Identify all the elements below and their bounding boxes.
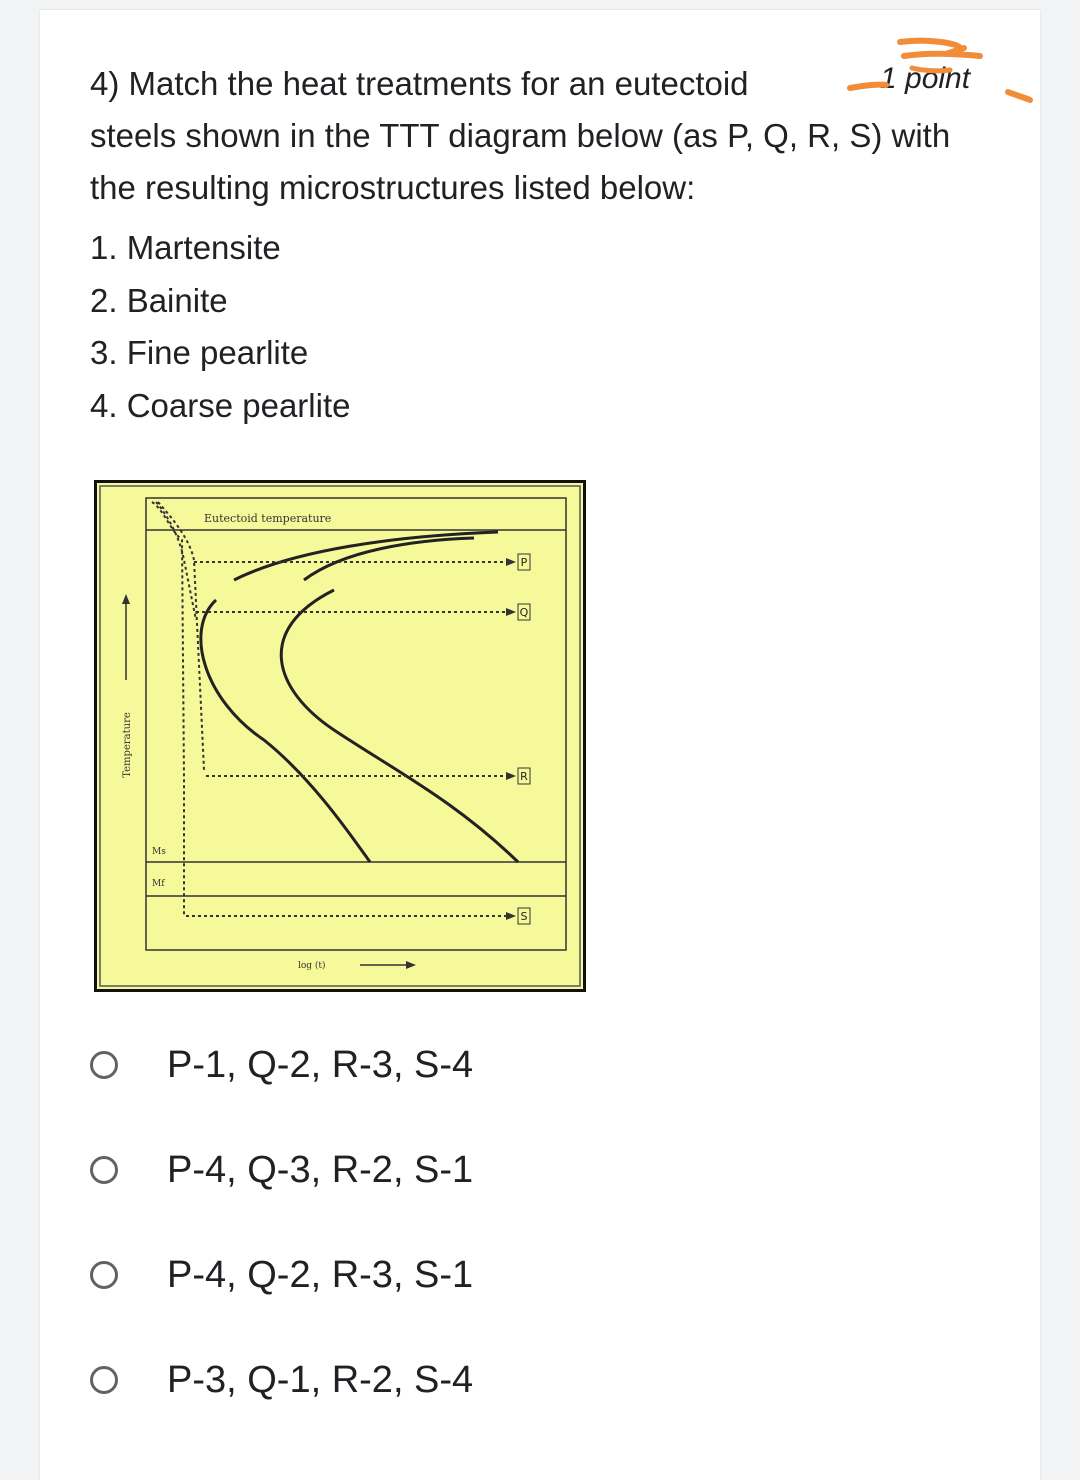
option-3[interactable] [90, 1240, 473, 1310]
points-label: 1 point [880, 62, 971, 95]
option-label: P-4, Q-3, R-2, S-1 [167, 1148, 474, 1191]
list-item: 1. Martensite [90, 229, 281, 266]
option-label: P-1, Q-2, R-3, S-4 [167, 1043, 474, 1086]
list-item: 3. Fine pearlite [90, 334, 309, 371]
option-label: P-3, Q-1, R-2, S-4 [167, 1358, 474, 1401]
radio-button[interactable] [90, 1261, 118, 1289]
question-line-1: 4) Match the heat treatments for an eutectoid [90, 65, 749, 102]
eutectoid-temperature-label: Eutectoid temperature [204, 512, 332, 525]
answer-options [90, 1030, 473, 1450]
annotation-scribble [840, 30, 1040, 110]
path-label-s: S [520, 910, 528, 923]
path-label-p: P [520, 556, 528, 569]
question-line-2: steels shown in the TTT diagram below (as P, Q, R, S) with [90, 117, 951, 154]
path-label-r: R [520, 770, 528, 783]
ttt-diagram [94, 480, 586, 992]
ms-label: Ms [152, 847, 166, 857]
microstructure-list [90, 222, 350, 432]
option-1[interactable] [90, 1030, 473, 1100]
radio-button[interactable] [90, 1156, 118, 1184]
radio-button[interactable] [90, 1051, 118, 1079]
log-time-axis-label: log (t) [298, 961, 326, 971]
radio-button[interactable] [90, 1366, 118, 1394]
option-2[interactable] [90, 1135, 473, 1205]
list-item: 4. Coarse pearlite [90, 386, 351, 424]
mf-label: Mf [152, 879, 165, 889]
question-line-3: the resulting microstructures listed below: [90, 169, 696, 206]
temperature-axis-label: Temperature [122, 712, 133, 778]
option-label: P-4, Q-2, R-3, S-1 [167, 1253, 474, 1296]
option-4[interactable] [90, 1345, 473, 1415]
list-item: 2. Bainite [90, 281, 228, 319]
path-label-q: Q [519, 606, 529, 619]
